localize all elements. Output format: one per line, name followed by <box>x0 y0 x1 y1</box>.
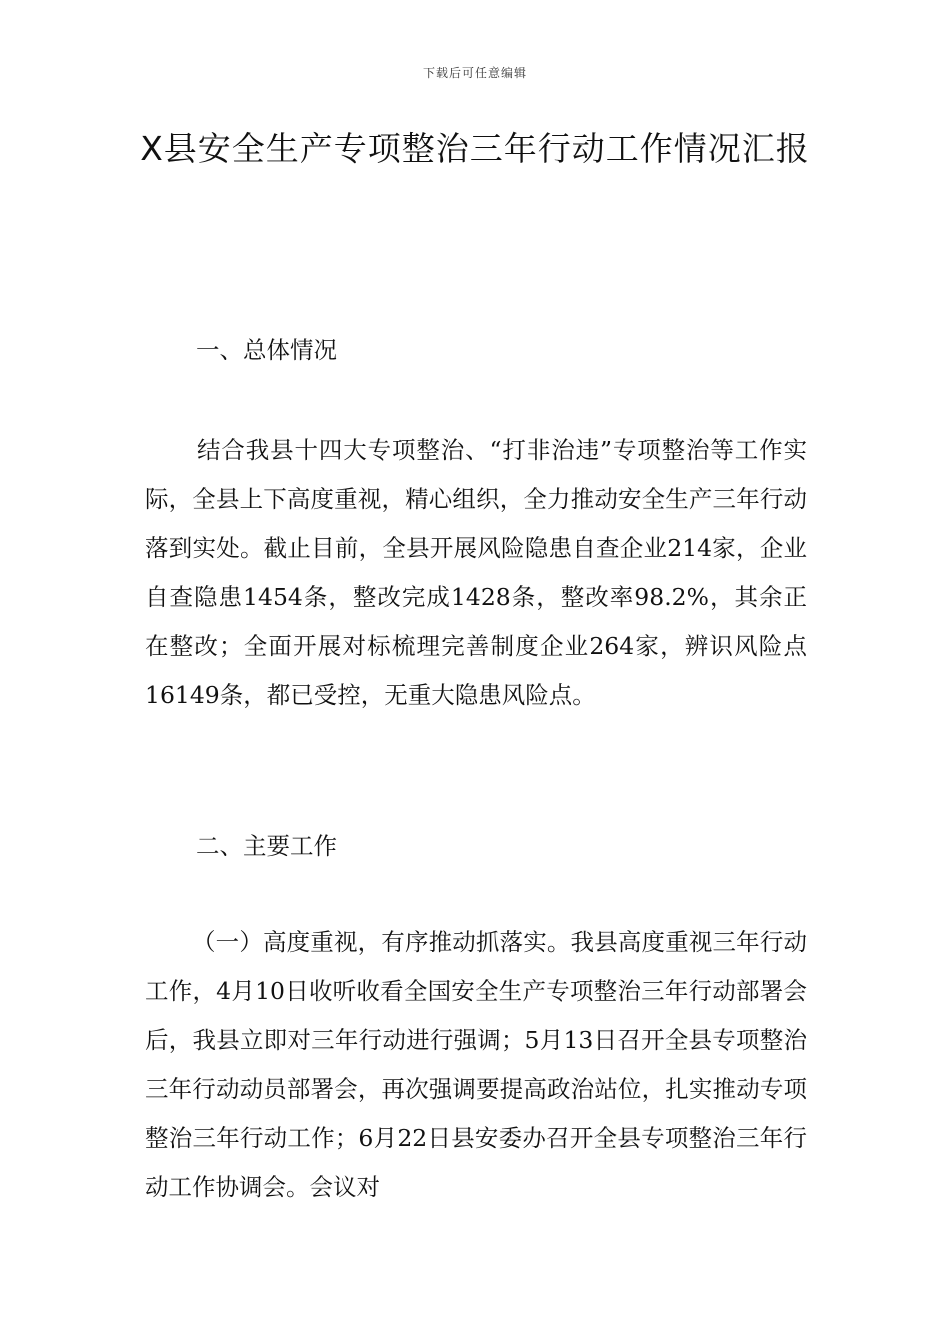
document-title: X县安全生产专项整治三年行动工作情况汇报 <box>140 129 810 168</box>
section-paragraph-overview: 结合我县十四大专项整治、“打非治违”专项整治等工作实际，全县上下高度重视，精心组织，全力推动安全生产三年行动落到实处。截止目前，全县开展风险隐患自查企业214家，企业自查隐患1454条，整改完成1428条，整改率98.2%，其余正在整改；全面开展对标梳理完善制度企业264家，辨识风险点16149条，都已受控，无重大隐患风险点。 <box>145 436 807 709</box>
header-note: 下载后可任意编辑 <box>422 66 527 80</box>
section-heading-overview: 一、总体情况 <box>196 336 337 364</box>
section-paragraph-main-work: （一）高度重视，有序推动抓落实。我县高度重视三年行动工作，4月10日收听收看全国安全生产专项整治三年行动部署会后，我县立即对三年行动进行强调；5月13日召开全县专项整治三年行动动员部署会，再次强调要提高政治站位，扎实推动专项整治三年行动工作；6月22日县安委办召开全县专项整治三年行动工作协调会。会议对 <box>145 928 807 1201</box>
section-heading-main-work: 二、主要工作 <box>196 832 337 860</box>
